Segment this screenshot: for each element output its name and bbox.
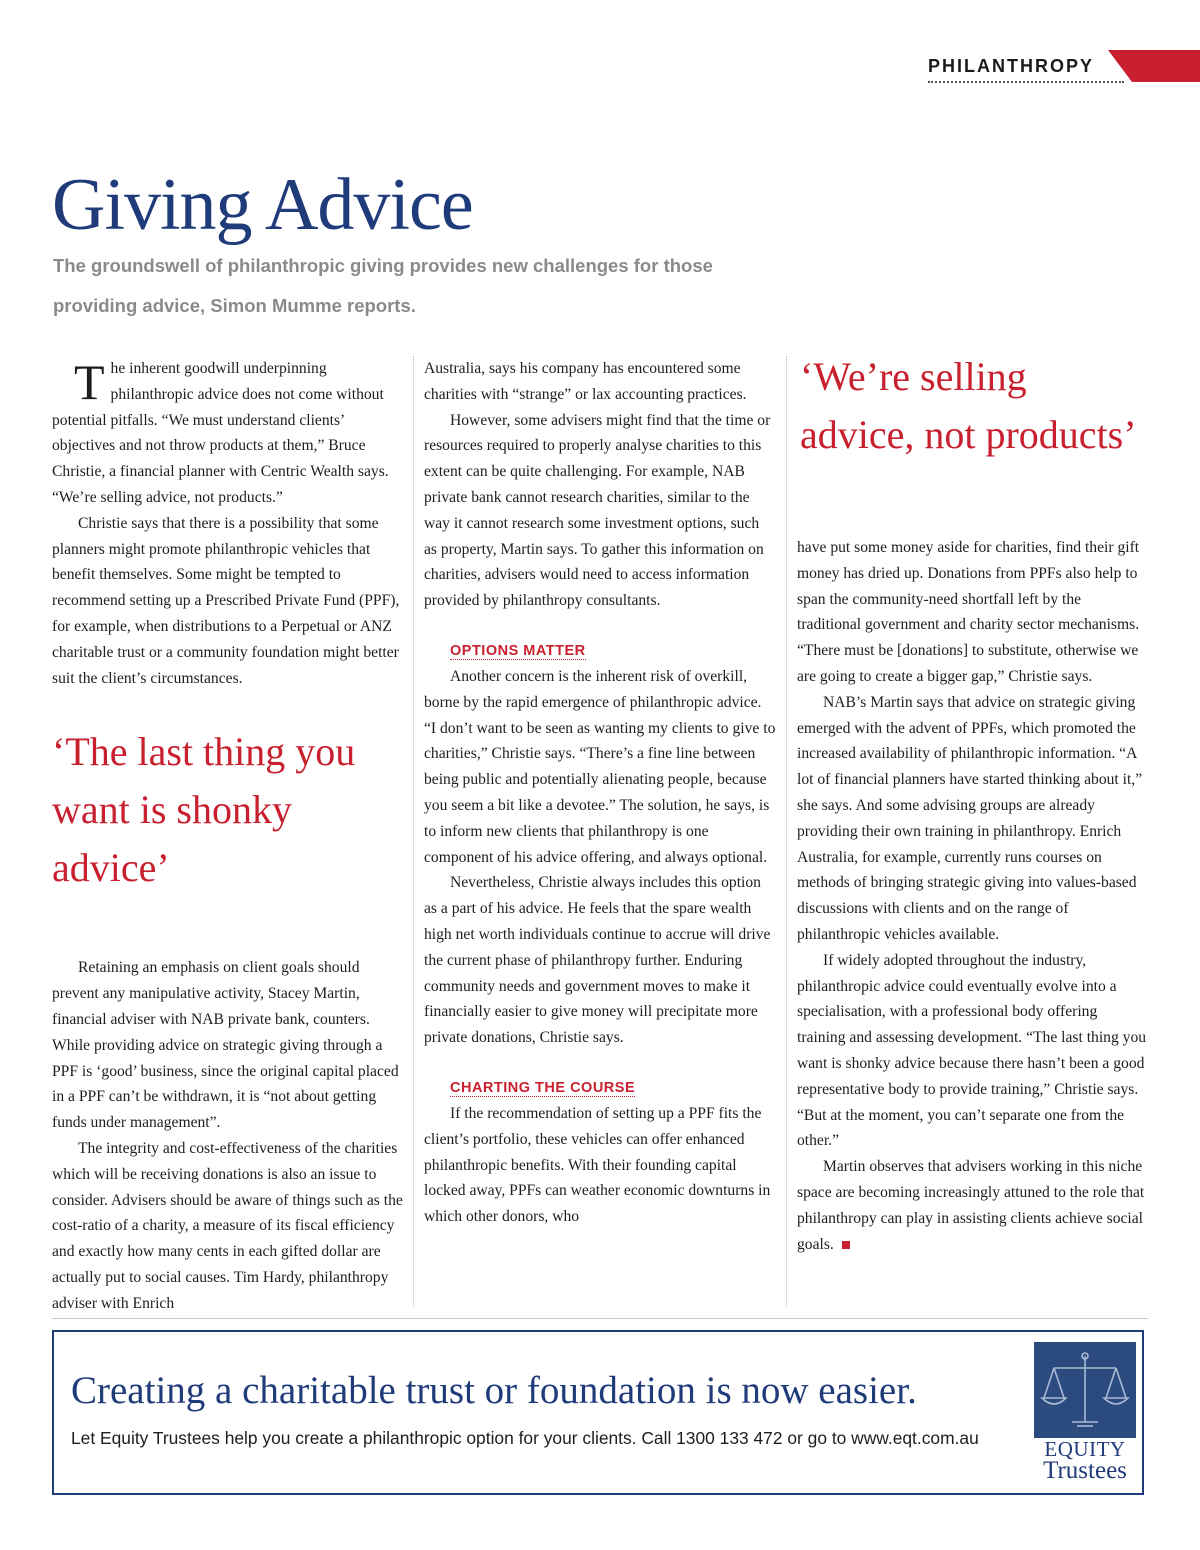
body-paragraph: The integrity and cost-effectiveness of the charities which will be receiving donations is also an issue to consider. Advisers should be aware of things such as the cost-ratio of a charity, a measure of its fiscal efficiency and exactly how many cents in each gifted dollar are actually put to social causes. Tim Hardy, philanthropy adviser with Enrich xyxy=(52,1139,403,1312)
body-paragraph: Nevertheless, Christie always includes this option as a part of his advice. He feels that the spare wealth high net worth individuals continue to accrue will drive the current phase of philanthropy further. Enduring community needs and government moves to make it financially easier to give money will precipitate more private donations, Christie says. xyxy=(424,874,771,1047)
subheading-text: CHARTING THE COURSE xyxy=(450,1079,636,1096)
article-title: Giving Advice xyxy=(52,164,473,246)
body-paragraph: If widely adopted throughout the industry, philanthropic advice could eventually evolve into a specialisation, with a professional body offering training and assessing development. “The last thing you want is shonky advice because there hasn’t been a good representative body to provide training,” Christie says. “But at the moment, you can’t separate one from the other.” xyxy=(797,951,1147,1150)
body-paragraph: If the recommendation of setting up a PPF fits the client’s portfolio, these vehicles can offer enhanced philanthropic benefits. With their founding capital locked away, PPFs can weather economic downturns in which other donors, who xyxy=(424,1104,771,1226)
body-paragraph xyxy=(52,356,404,511)
section-label: PHILANTHROPY xyxy=(928,56,1095,76)
scales-of-justice-icon xyxy=(1034,1342,1136,1438)
footer-rule xyxy=(52,1318,1148,1319)
paragraph-text: Martin observes that advisers working in this niche space are becoming increasingly attuned to the role that philanthropy can play in assisting clients achieve social goals. xyxy=(797,1158,1145,1253)
section-flag-icon xyxy=(1108,50,1200,82)
pull-quote: ‘We’re selling advice, not products’ xyxy=(800,354,1137,457)
section-dotted-rule xyxy=(928,81,1124,83)
body-paragraph: Australia, says his company has encountered some charities with “strange” or lax accounting practices. xyxy=(424,360,747,403)
subheading xyxy=(424,1077,776,1099)
body-paragraph: Retaining an emphasis on client goals should prevent any manipulative activity, Stacey Martin, financial adviser with NAB private bank, counters. While providing advice on strategic giving through a PPF is ‘good’ business, since the original capital placed in a PPF can’t be withdrawn, it is “not about getting funds under management”. xyxy=(52,959,399,1132)
article-standfirst: The groundswell of philanthropic giving provides new challenges for those providing advice, Simon Mumme reports. xyxy=(53,255,713,316)
equity-trustees-logo xyxy=(1034,1342,1136,1486)
subheading-text: OPTIONS MATTER xyxy=(450,642,586,659)
body-paragraph: have put some money aside for charities, find their gift money has dried up. Donations from PPFs also help to span the community-need shortfall left by the traditional government and charity sector mechanisms. “There must be [donations] to substitute, otherwise we are going to create a bigger gap,” Christie says. xyxy=(797,539,1140,685)
body-paragraph: NAB’s Martin says that advice on strategic giving emerged with the advent of PPFs, which promoted the increased availability of philanthropic information. “A lot of financial planners have started thinking about it,” she says. And some advising groups are already providing their own training in philanthropy. Enrich Australia, for example, currently runs courses on methods of bringing strategic giving into values-based discussions with clients and on the range of philanthropic vehicles available. xyxy=(797,693,1143,943)
body-paragraph xyxy=(797,1154,1149,1257)
logo-wordmark-bottom: Trustees xyxy=(1043,1457,1127,1484)
body-paragraph: However, some advisers might find that the time or resources required to properly analyse charities to this extent can be quite challenging. For example, NAB private bank cannot research charities, similar to the way it cannot research some investment options, such as property, Martin says. To gather this information on charities, advisers would need to access information provided by philanthropy consultants. xyxy=(424,411,771,610)
logo-scales-panel xyxy=(1034,1342,1136,1438)
article-column-3 xyxy=(797,535,1149,1257)
ad-subline: Let Equity Trustees help you create a philanthropic option for your clients. Call 1300 133 472 or go to www.eqt.com.au xyxy=(71,1428,979,1448)
column-divider xyxy=(786,356,787,1306)
end-of-article-icon xyxy=(842,1241,850,1249)
advertisement-banner[interactable] xyxy=(52,1330,1144,1495)
body-paragraph: Christie says that there is a possibility that some planners might promote philanthropic vehicles that benefit themselves. Some might be tempted to recommend setting up a Prescribed Private Fund (PPF), for example, when distributions to a Perpetual or ANZ charitable trust or a community foundation might better suit the client’s circumstances. xyxy=(52,514,400,687)
article-column-2 xyxy=(424,356,776,1230)
article-column-1 xyxy=(52,356,404,1317)
pull-quote: ‘The last thing you want is shonky advice’ xyxy=(52,729,356,891)
subheading xyxy=(424,640,776,662)
ad-headline: Creating a charitable trust or foundation is now easier. xyxy=(71,1369,917,1412)
drop-cap: T xyxy=(74,354,105,410)
paragraph-text: he inherent goodwill underpinning philanthropic advice does not come without potential pitfalls. “We must understand clients’ objectives and not throw products at them,” Bruce Christie, a financial planner with Centric Wealth says. “We’re selling advice, not products.” xyxy=(52,360,389,506)
body-paragraph: Another concern is the inherent risk of overkill, borne by the rapid emergence of philanthropic advice. “I don’t want to be seen as wanting my clients to give to charities,” Christie says. “There’s a fine line between being public and potentially alienating people, because you seem a bit like a devotee.” The solution, he says, is to inform new clients that philanthropy is one component of his advice offering, and always optional. xyxy=(424,667,776,866)
logo-wordmark-top: EQUITY xyxy=(1044,1437,1126,1461)
column-divider xyxy=(413,356,414,1306)
